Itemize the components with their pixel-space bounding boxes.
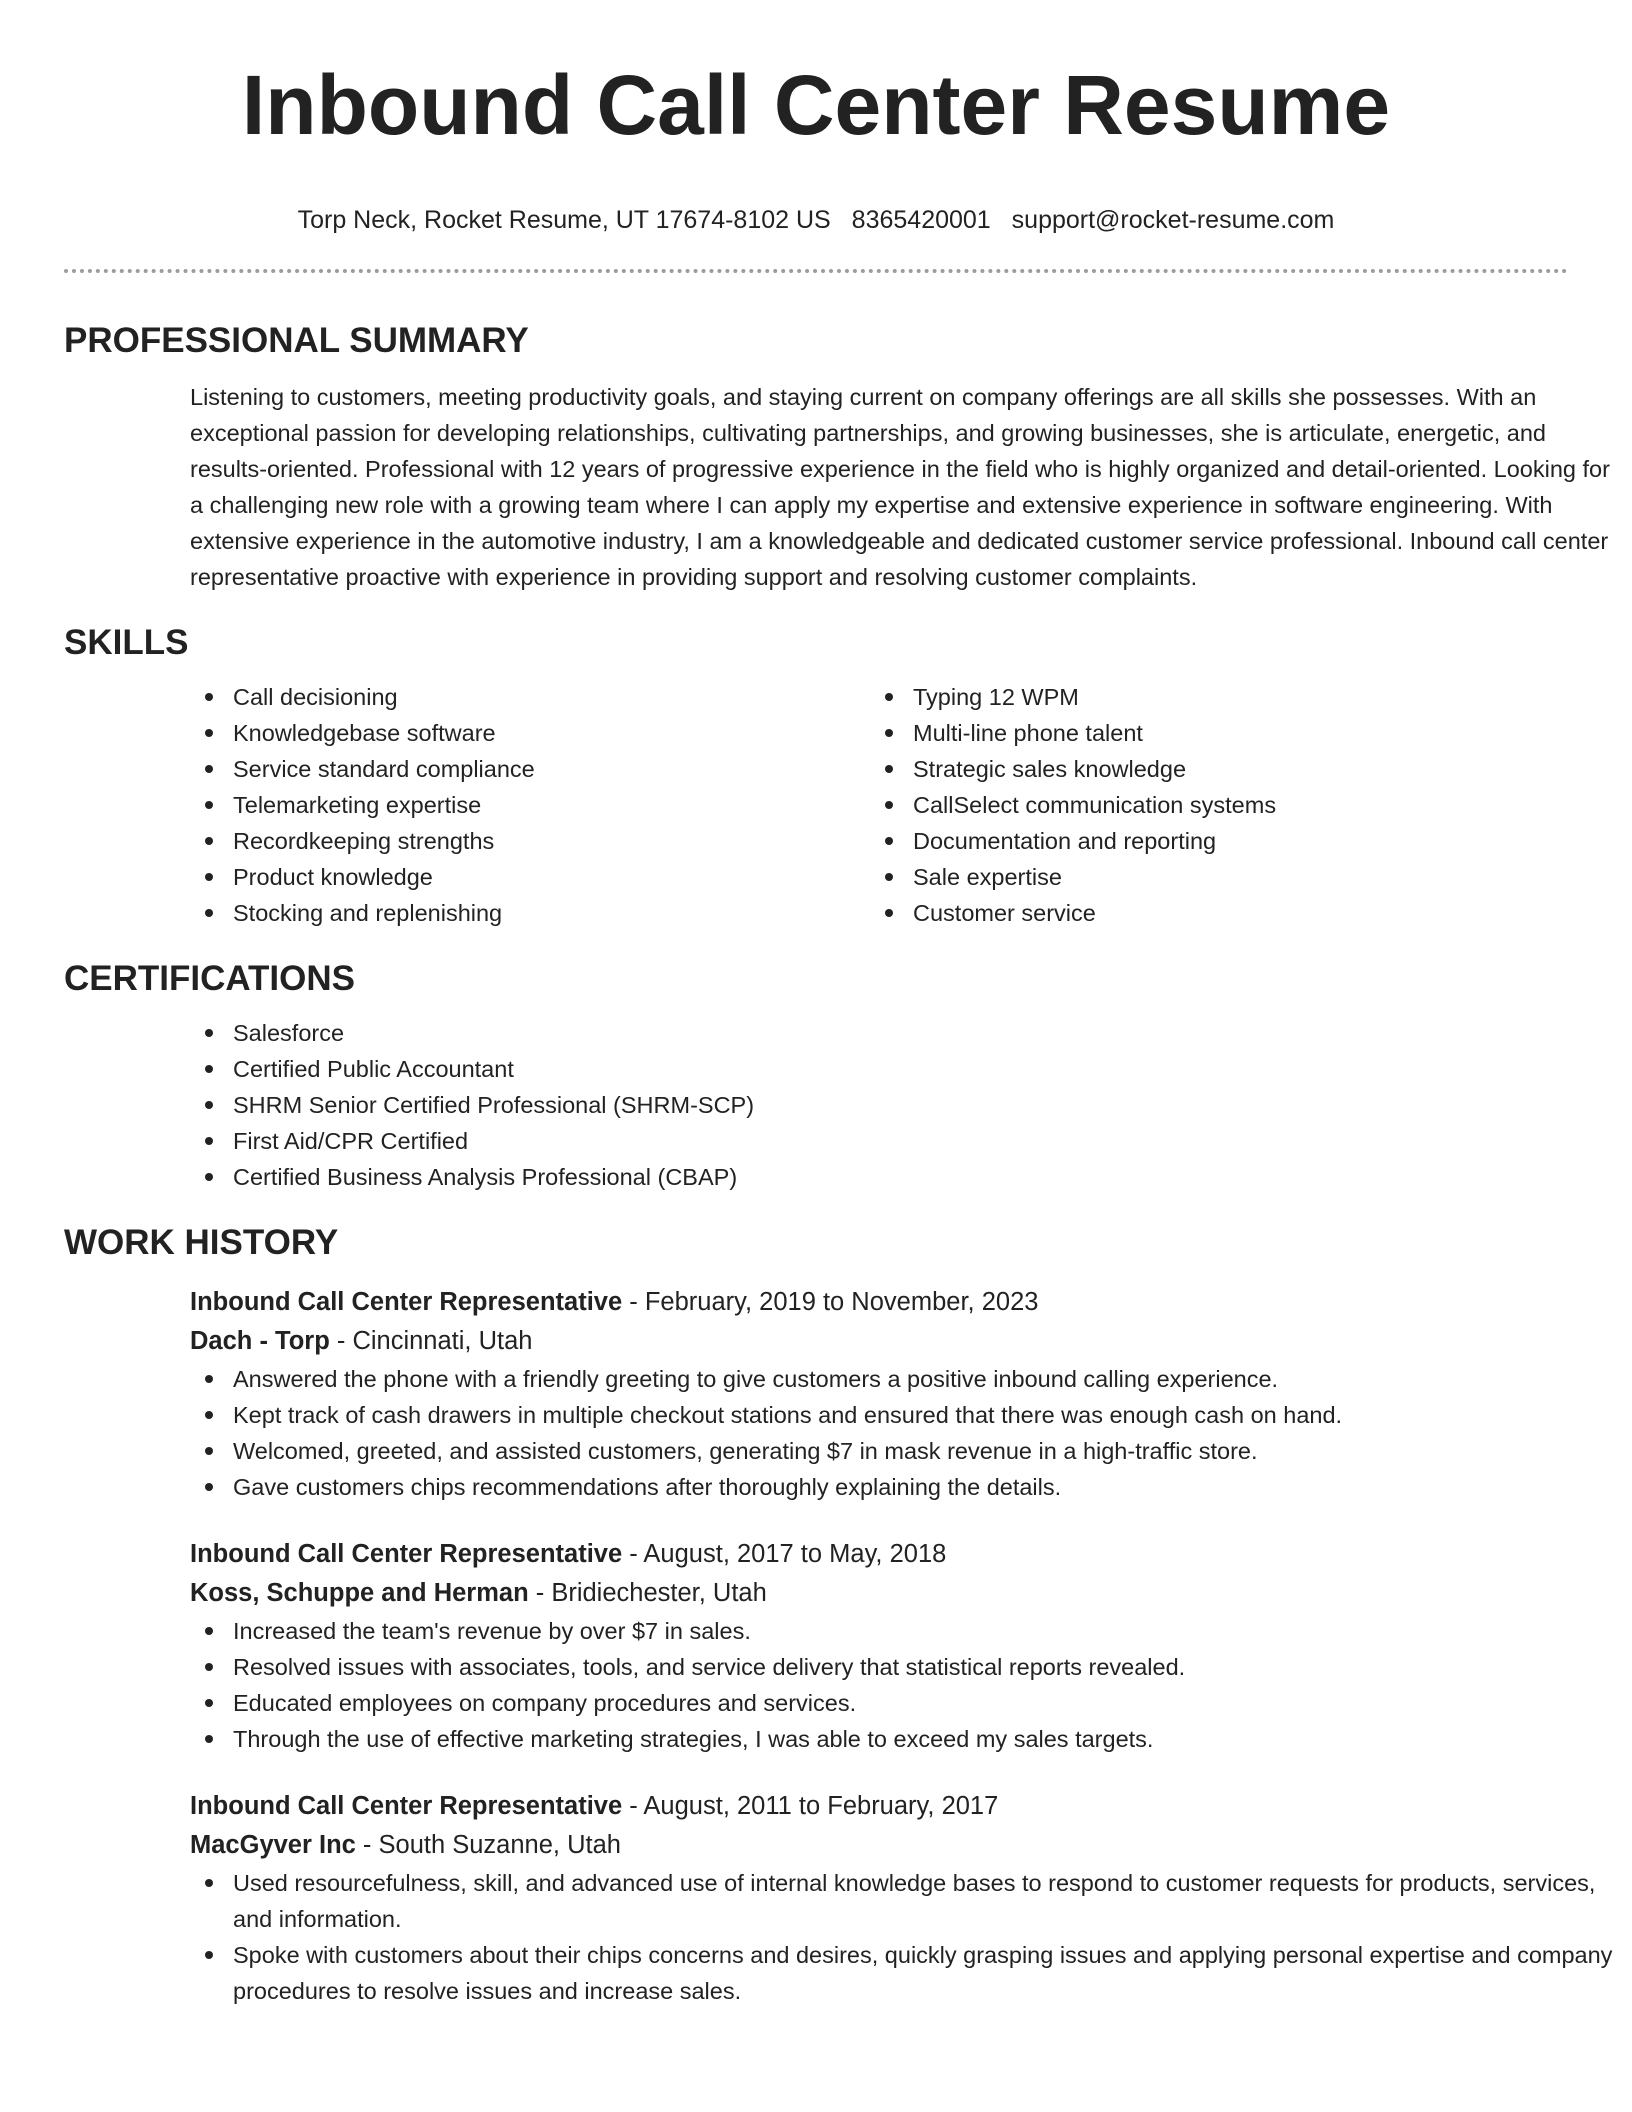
bullet-icon <box>205 693 213 701</box>
bullet-icon <box>885 909 893 917</box>
bullet-icon <box>205 1375 213 1383</box>
bullet-icon <box>885 729 893 737</box>
bullet-icon <box>205 1879 213 1887</box>
job-entry <box>190 1283 1568 1505</box>
skill-item: Product knowledge <box>190 859 870 895</box>
job-company-line <box>190 1574 1568 1613</box>
certifications-heading: CERTIFICATIONS <box>64 959 356 998</box>
job-company: Dach - Torp <box>190 1327 330 1355</box>
bullet-icon <box>885 837 893 845</box>
certifications-list <box>190 1015 1568 1195</box>
job-location: - South Suzanne, Utah <box>355 1831 621 1859</box>
job-duty-item: Welcomed, greeted, and assisted customers, generating $7 in mask revenue in a high-traffic store. <box>190 1433 1632 1469</box>
skill-item: Typing 12 WPM <box>870 679 1550 715</box>
certification-item: Salesforce <box>190 1015 1568 1051</box>
skill-item: CallSelect communication systems <box>870 787 1550 823</box>
bullet-icon <box>205 1411 213 1419</box>
job-entry <box>190 1787 1613 2009</box>
job-company-line <box>190 1826 1568 1865</box>
skills-column-left <box>190 679 870 931</box>
job-dates: - August, 2011 to February, 2017 <box>622 1792 999 1820</box>
bullet-icon <box>205 1137 213 1145</box>
bullet-icon <box>205 1951 213 1959</box>
bullet-icon <box>885 801 893 809</box>
job-duty-item: Spoke with customers about their chips concerns and desires, quickly grasping issues and applying personal expertise and company procedures to resolve issues and increase sales. <box>190 1937 1632 2009</box>
job-title: Inbound Call Center Representative <box>190 1792 623 1820</box>
bullet-icon <box>885 765 893 773</box>
job-company: MacGyver Inc <box>190 1831 356 1859</box>
skill-item: Sale expertise <box>870 859 1550 895</box>
contact-line <box>64 204 1568 236</box>
skill-item: Stocking and replenishing <box>190 895 870 931</box>
job-title-line <box>190 1535 1568 1574</box>
bullet-icon <box>205 873 213 881</box>
job-title-line <box>190 1283 1568 1322</box>
skill-item: Multi-line phone talent <box>870 715 1550 751</box>
summary-text: Listening to customers, meeting productivity goals, and staying current on company offerings are all skills she possesses. With an exceptional passion for developing relationships, cultivating partnerships, and growing businesses, she is articulate, energetic, and results-oriented. Professional with 12 years of progressive experience in the field who is highly organized and detail-oriented. Looking for a challenging new role with a growing team where I can apply my expertise and extensive experience in software engineering. With extensive experience in the automotive industry, I am a knowledgeable and dedicated customer service professional. Inbound call center representative proactive with experience in providing support and resolving customer complaints. <box>190 384 1610 590</box>
bullet-icon <box>885 693 893 701</box>
job-company: Koss, Schuppe and Herman <box>190 1579 529 1607</box>
job-dates: - February, 2019 to November, 2023 <box>622 1288 1039 1316</box>
job-duties <box>190 1613 1568 1757</box>
bullet-icon <box>205 1627 213 1635</box>
job-duty-item: Gave customers chips recommendations after thoroughly explaining the details. <box>190 1469 1632 1505</box>
job-entry <box>190 1535 1568 1757</box>
skill-item: Call decisioning <box>190 679 870 715</box>
job-duty-item: Increased the team's revenue by over $7 in sales. <box>190 1613 1632 1649</box>
summary-heading: PROFESSIONAL SUMMARY <box>64 321 529 360</box>
bullet-icon <box>885 873 893 881</box>
job-title: Inbound Call Center Representative <box>190 1540 623 1568</box>
bullet-icon <box>205 909 213 917</box>
bullet-icon <box>205 729 213 737</box>
bullet-icon <box>205 1735 213 1743</box>
certification-item: Certified Business Analysis Professional (CBAP) <box>190 1159 1568 1195</box>
certification-item: First Aid/CPR Certified <box>190 1123 1568 1159</box>
skills-heading: SKILLS <box>64 623 189 662</box>
resume-title: Inbound Call Center Resume <box>241 58 1391 152</box>
contact-address: Torp Neck, Rocket Resume, UT 17674-8102 US <box>297 206 831 234</box>
bullet-icon <box>205 1029 213 1037</box>
job-duty-item: Educated employees on company procedures and services. <box>190 1685 1632 1721</box>
job-duty-item: Answered the phone with a friendly greeting to give customers a positive inbound calling experience. <box>190 1361 1632 1397</box>
skills-list <box>190 679 1568 931</box>
job-company-line <box>190 1322 1568 1361</box>
certification-item: SHRM Senior Certified Professional (SHRM-SCP) <box>190 1087 1568 1123</box>
job-title: Inbound Call Center Representative <box>190 1288 623 1316</box>
job-duty-item: Kept track of cash drawers in multiple checkout stations and ensured that there was enough cash on hand. <box>190 1397 1632 1433</box>
job-location: - Bridiechester, Utah <box>528 1579 767 1607</box>
bullet-icon <box>205 1101 213 1109</box>
job-duty-item: Through the use of effective marketing strategies, I was able to exceed my sales targets. <box>190 1721 1632 1757</box>
certification-item: Certified Public Accountant <box>190 1051 1568 1087</box>
skills-column-right <box>870 679 1550 931</box>
job-duties <box>190 1361 1568 1505</box>
work-history-heading: WORK HISTORY <box>64 1223 339 1262</box>
contact-email: support@rocket-resume.com <box>1011 206 1335 234</box>
bullet-icon <box>205 1663 213 1671</box>
bullet-icon <box>205 1483 213 1491</box>
contact-phone: 8365420001 <box>851 206 991 234</box>
header-divider <box>64 269 1568 273</box>
job-title-line <box>190 1787 1568 1826</box>
job-dates: - August, 2017 to May, 2018 <box>622 1540 947 1568</box>
skill-item: Recordkeeping strengths <box>190 823 870 859</box>
skill-item: Strategic sales knowledge <box>870 751 1550 787</box>
bullet-icon <box>205 1065 213 1073</box>
bullet-icon <box>205 1447 213 1455</box>
job-location: - Cincinnati, Utah <box>329 1327 533 1355</box>
skill-item: Telemarketing expertise <box>190 787 870 823</box>
bullet-icon <box>205 801 213 809</box>
job-duties <box>190 1865 1613 2009</box>
bullet-icon <box>205 765 213 773</box>
skill-item: Customer service <box>870 895 1550 931</box>
bullet-icon <box>205 1699 213 1707</box>
bullet-icon <box>205 837 213 845</box>
job-duty-item: Resolved issues with associates, tools, and service delivery that statistical reports revealed. <box>190 1649 1632 1685</box>
skill-item: Documentation and reporting <box>870 823 1550 859</box>
skill-item: Service standard compliance <box>190 751 870 787</box>
job-duty-item: Used resourcefulness, skill, and advanced use of internal knowledge bases to respond to customer requests for products, services, and information. <box>190 1865 1632 1937</box>
bullet-icon <box>205 1173 213 1181</box>
skill-item: Knowledgebase software <box>190 715 870 751</box>
